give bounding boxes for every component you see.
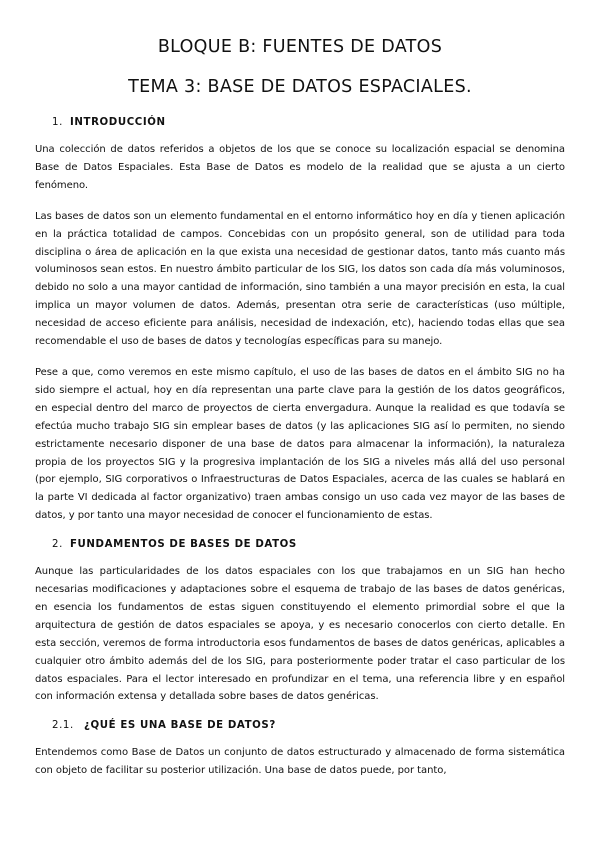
paragraph: Las bases de datos son un elemento fundamental en el entorno informático hoy en día y tienen aplicación en la práctica totalidad de campos. Concebidas con un propósito general, son de utilidad para toda disciplina o área de aplicación en la que exista una necesidad de gestionar datos, tanto más cuanto más voluminosos sean estos. En nuestro ámbito particular de los SIG, los datos son cada día más voluminosos, debido no solo a una mayor cantidad de información, sino también a una mayor precisión en esta, la cual implica un mayor volumen de datos. Además, presentan otra serie de características (uso múltiple, necesidad de acceso eficiente para análisis, necesidad de indexación, etc), haciendo todas ellas que sea recomendable el uso de bases de datos y tecnologías específicas para su manejo. bbox=[35, 210, 565, 348]
section-number: 1. bbox=[52, 117, 63, 128]
section-heading-text: INTRODUCCIÓN bbox=[70, 117, 166, 128]
section-heading-que-es-base-de-datos bbox=[35, 719, 565, 733]
section-number: 2. bbox=[52, 539, 63, 551]
paragraph: Una colección de datos referidos a objetos de los que se conoce su localización espacial se denomina Base de Datos Espaciales. Esta Base de Datos es modelo de la realidad que se ajusta a un cierto fenómeno. bbox=[35, 144, 565, 191]
section-number: 2.1. bbox=[52, 720, 74, 732]
section-heading-fundamentos bbox=[35, 538, 565, 552]
section-heading-introduccion bbox=[35, 116, 565, 130]
section-heading-text: FUNDAMENTOS DE BASES DE DATOS bbox=[70, 539, 297, 551]
topic-title: TEMA 3: BASE DE DATOS ESPACIALES. bbox=[128, 77, 472, 97]
block-title: BLOQUE B: FUENTES DE DATOS bbox=[157, 37, 443, 57]
paragraph: Entendemos como Base de Datos un conjunto de datos estructurado y almacenado de forma sistemática con objeto de facilitar su posterior utilización. Una base de datos puede, por tanto, bbox=[35, 747, 565, 777]
paragraph: Aunque las particularidades de los datos espaciales con los que trabajamos en un SIG han hecho necesarias modificaciones y adaptaciones sobre el esquema de trabajo de las bases de datos genéricas, en esencia los fundamentos de estas siguen constituyendo el elemento primordial sobre el que la arquitectura de gestión de datos espaciales se apoya, y es necesario conocerlos con cierto detalle. En esta sección, veremos de forma introductoria esos fundamentos de bases de datos genéricas, aplicables a cualquier otro ámbito además del de los SIG, para posteriormente poder tratar el caso particular de los datos espaciales. Para el lector interesado en profundizar en el tema, una referencia libre y en español con información extensa y detallada sobre bases de datos genéricas. bbox=[35, 566, 565, 703]
document-page bbox=[35, 36, 565, 793]
paragraph: Pese a que, como veremos en este mismo capítulo, el uso de las bases de datos en el ámbito SIG no ha sido siempre el actual, hoy en día representan una parte clave para la gestión de los datos geográficos, en especial dentro del marco de proyectos de cierta envergadura. Aunque la realidad es que todavía se efectúa mucho trabajo SIG sin emplear bases de datos (y las aplicaciones SIG así lo permiten, no siendo estrictamente necesario disponer de una base de datos para almacenar la información), la naturaleza propia de los proyectos SIG y la progresiva implantación de los SIG a niveles más allá del uso personal (por ejemplo, SIG corporativos o Infraestructuras de Datos Espaciales, acerca de las cuales se hablará en la parte VI dedicada al factor organizativo) traen ambas consigo un uso cada vez mayor de las bases de datos, y por tanto una mayor necesidad de conocer el funcionamiento de estas. bbox=[35, 366, 565, 522]
section-heading-text: ¿QUÉ ES UNA BASE DE DATOS? bbox=[84, 720, 276, 732]
